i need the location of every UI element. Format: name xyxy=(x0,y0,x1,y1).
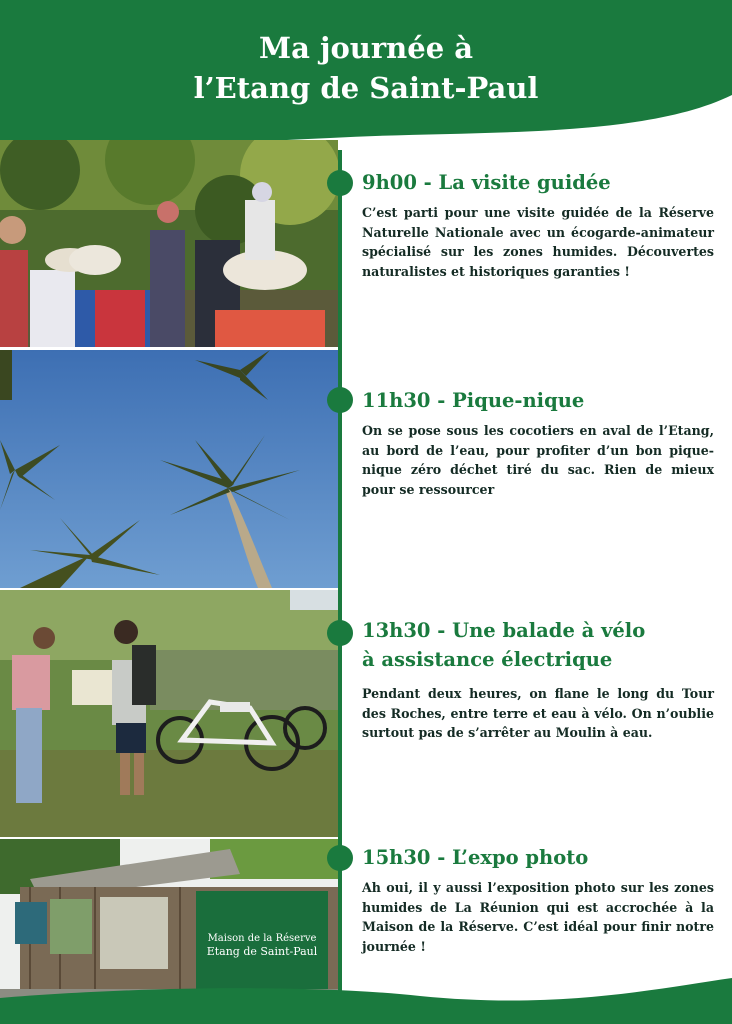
timeline-dot-4 xyxy=(327,845,353,871)
page-title xyxy=(0,28,732,108)
page-title-line-2: l’Etang de Saint-Paul xyxy=(193,71,539,105)
section-title-line-1: 13h30 - Une balade à vélo xyxy=(362,619,646,642)
footer-wave xyxy=(0,978,732,1024)
photo-ebike-ride xyxy=(0,590,338,837)
photo-guided-visit xyxy=(0,140,338,347)
section-photo-expo xyxy=(362,843,714,956)
page-title-line-1: Ma journée à xyxy=(258,31,474,65)
timeline-dot-3 xyxy=(327,620,353,646)
timeline-dot-1 xyxy=(327,170,353,196)
section-guided-visit xyxy=(362,168,714,281)
section-title: 15h30 - L’expo photo xyxy=(362,846,589,869)
section-body: Ah oui, il y aussi l’exposition photo sur les zones humides de La Réunion qui est accrochée à la Maison de la Réserve. C’est idéal pour finir notre journée ! xyxy=(362,880,714,954)
section-body: C’est parti pour une visite guidée de la Réserve Naturelle Nationale avec un écogarde-animateur spécialisé sur les zones humides. Découvertes naturalistes et historiques garanties ! xyxy=(362,205,714,279)
section-body: On se pose sous les cocotiers en aval de l’Etang, au bord de l’eau, pour profiter d’un bon pique-nique zéro déchet tiré du sac. Rien de mieux pour se ressourcer xyxy=(362,423,714,497)
section-title-line-2: à assistance électrique xyxy=(362,648,613,671)
exhibition-sign-line-1: Maison de la Réserve xyxy=(207,933,317,944)
section-ebike xyxy=(362,616,714,743)
timeline-line xyxy=(338,150,342,1002)
exhibition-sign-line-2: Etang de Saint-Paul xyxy=(206,945,318,958)
section-title: 9h00 - La visite guidée xyxy=(362,171,611,194)
section-picnic xyxy=(362,386,714,499)
timeline-dot-2 xyxy=(327,387,353,413)
photo-picnic-palms xyxy=(0,350,338,588)
section-body: Pendant deux heures, on flane le long du Tour des Roches, entre terre et eau à vélo. On n’oublie surtout pas de s’arrêter au Moulin à eau. xyxy=(362,686,714,740)
section-title: 11h30 - Pique-nique xyxy=(362,389,585,412)
